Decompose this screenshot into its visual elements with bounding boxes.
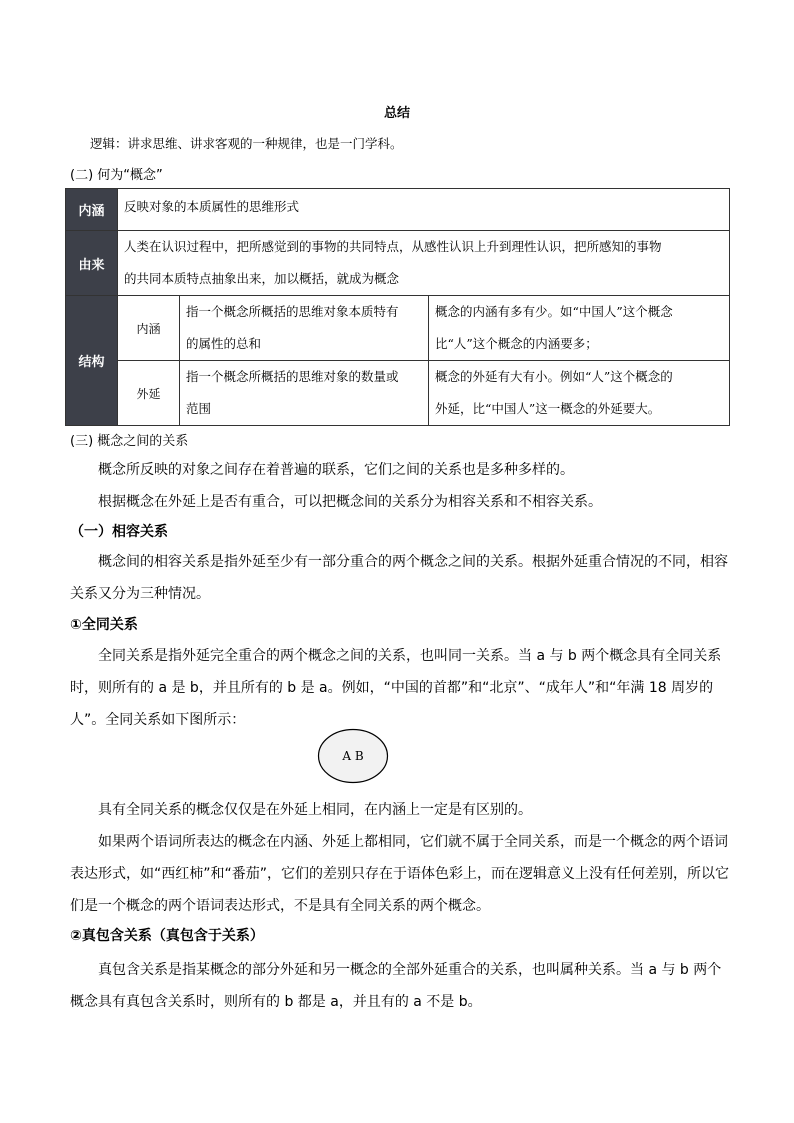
paragraph: 全同关系是指外延完全重合的两个概念之间的关系，也叫同一关系。当 a 与 b 两个概念具有全同关系时，则所有的 a 是 b，并且所有的 b 是 a。例如，“中国的首都”和“北京”、“成年人”和“年满 18 周岁的人”。全同关系如下图所示： — [70, 648, 722, 728]
subsection-heading: ②真包含关系（真包含于关系） — [70, 928, 264, 944]
structure-definition — [180, 296, 429, 361]
paragraph: 概念所反映的对象之间存在着普遍的联系，它们之间的关系也是多种多样的。 — [98, 462, 574, 478]
definition-line: 的属性的总和 — [186, 336, 262, 351]
section-3-heading: (三) 概念之间的关系 — [70, 434, 189, 449]
paragraph: 真包含关系是指某概念的部分外延和另一概念的全部外延重合的关系，也叫属种关系。当 a 与 b 两个概念具有真包含关系时，则所有的 b 都是 a，并且有的 a 不是 b。 — [70, 962, 722, 1010]
paragraph: 具有全同关系的概念仅仅是在外延上相同，在内涵上一定是有区别的。 — [98, 802, 532, 818]
neihan-text: 反映对象的本质属性的思维形式 — [118, 189, 730, 231]
example-line: 外延，比“中国人”这一概念的外延要大。 — [435, 401, 661, 416]
definition-line: 指一个概念所概括的思维对象的数量或 — [186, 369, 399, 384]
definition-line: 指一个概念所概括的思维对象本质特有 — [186, 304, 399, 319]
definition-line: 范围 — [186, 401, 212, 416]
example-line: 比“人”这个概念的内涵要多； — [435, 336, 598, 351]
neihan-header: 内涵 — [66, 189, 118, 231]
youlai-line: 人类在认识过程中，把所感觉到的事物的共同特点，从感性认识上升到理性认识，把所感知的事物 — [124, 239, 662, 254]
jiegou-header: 结构 — [66, 296, 118, 426]
subsection-heading: （一）相容关系 — [70, 524, 168, 540]
paragraph: 如果两个语词所表达的概念在内涵、外延上都相同，它们就不属于全同关系，而是一个概念的两个语词表达形式，如“西红柿”和“番茄”，它们的差别只存在于语体色彩上，而在逻辑意义上没有任何差别，所以它们是一个概念的两个语词表达形式，不是具有全同关系的两个概念。 — [70, 834, 730, 914]
identity-relation-diagram — [317, 728, 389, 784]
example-line: 概念的外延有大有小。例如“人”这个概念的 — [435, 369, 673, 384]
example-line: 概念的内涵有多有少。如“中国人”这个概念 — [435, 304, 673, 319]
youlai-line: 的共同本质特点抽象出来，加以概括，就成为概念 — [124, 271, 400, 286]
structure-definition — [180, 361, 429, 426]
section-2-heading: (二) 何为“概念” — [70, 168, 163, 183]
paragraph: 根据概念在外延上是否有重合，可以把概念间的关系分为相容关系和不相容关系。 — [98, 494, 602, 510]
structure-label: 外延 — [118, 361, 180, 426]
youlai-text — [118, 231, 730, 296]
page-title: 总结 — [383, 106, 410, 121]
concept-table — [65, 188, 730, 426]
logic-definition: 逻辑：讲求思维、讲求客观的一种规律，也是一门学科。 — [90, 136, 403, 151]
paragraph: 概念间的相容关系是指外延至少有一部分重合的两个概念之间的关系。根据外延重合情况的不同，相容关系又分为三种情况。 — [70, 554, 728, 602]
structure-example — [429, 296, 730, 361]
structure-example — [429, 361, 730, 426]
structure-label: 内涵 — [118, 296, 180, 361]
subsection-heading: ①全同关系 — [70, 617, 138, 633]
youlai-header: 由来 — [66, 231, 118, 296]
diagram-label: A B — [342, 749, 364, 763]
